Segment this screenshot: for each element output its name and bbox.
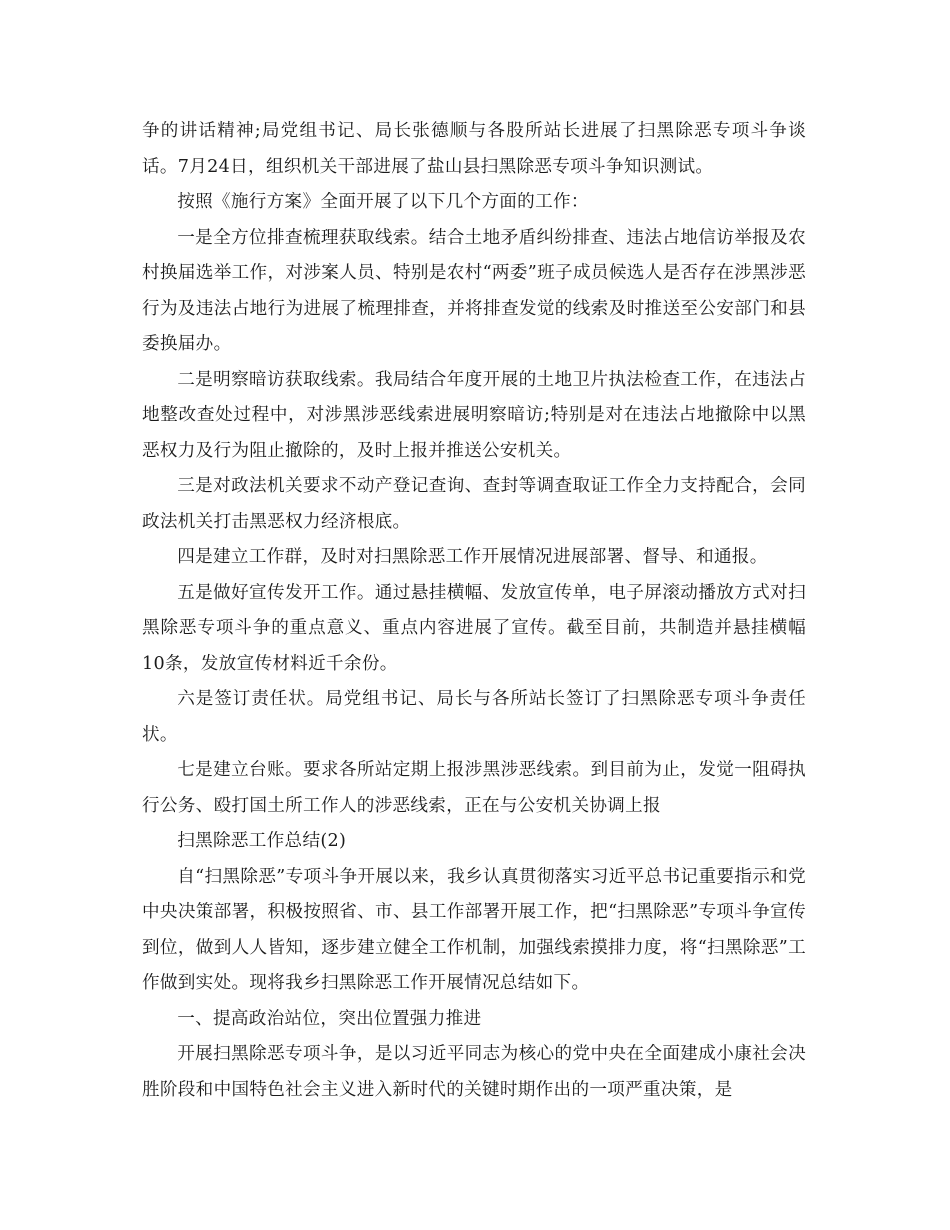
paragraph-item-5: 五是做好宣传发开工作。通过悬挂横幅、发放宣传单，电子屏滚动播放方式对扫黑除恶专项斗争的重点意义、重点内容进展了宣传。截至目前，共制造并悬挂横幅10条，发放宣传材料近千余份。 [142,582,806,674]
paragraph-summary-intro: 自“扫黑除恶”专项斗争开展以来，我乡认真贯彻落实习近平总书记重要指示和党中央决策部署，积极按照省、市、县工作部署开展工作，把“扫黑除恶”专项斗争宣传到位，做到人人皆知，逐步建立健全工作机制，加强线索摸排力度，将“扫黑除恶”工作做到实处。现将我乡扫黑除恶工作开展情况总结如下。 [142,866,806,993]
paragraph-plan-intro: 按照《施行方案》全面开展了以下几个方面的工作： [177,192,589,212]
paragraph-item-2: 二是明察暗访获取线索。我局结合年度开展的土地卫片执法检查工作，在违法占地整改查处过程中，对涉黑涉恶线索进展明察暗访;特别是对在违法占地撤除中以黑恶权力及行为阻止撤除的，及时上报并推送公安机关。 [142,369,806,461]
section-heading-1: 一、提高政治站位，突出位置强力推进 [177,1008,482,1029]
paragraph-item-1: 一是全方位排查梳理获取线索。结合土地矛盾纠纷排查、违法占地信访举报及农村换届选举工作，对涉案人员、特别是农村“两委”班子成员候选人是否存在涉黑涉恶行为及违法占地行为进展了梳理排查，并将排查发觉的线索及时推送至公安部门和县委换届办。 [142,227,806,354]
document-body [142,114,806,1108]
section-title: 扫黑除恶工作总结(2) [177,831,347,851]
paragraph-item-6: 六是签订责任状。局党组书记、局长与各所站长签订了扫黑除恶专项斗争责任状。 [142,689,806,745]
paragraph-item-3: 三是对政法机关要求不动产登记查询、查封等调查取证工作全力支持配合，会同政法机关打击黑恶权力经济根底。 [142,476,806,532]
paragraph-continuation: 争的讲话精神;局党组书记、局长张德顺与各股所站长进展了扫黑除恶专项斗争谈话。7月24日，组织机关干部进展了盐山县扫黑除恶专项斗争知识测试。 [142,121,806,177]
paragraph-section-1-body: 开展扫黑除恶专项斗争，是以习近平同志为核心的党中央在全面建成小康社会决胜阶段和中国特色社会主义进入新时代的关键时期作出的一项严重决策，是 [142,1044,806,1100]
paragraph-item-4: 四是建立工作群，及时对扫黑除恶工作开展情况进展部署、督导、和通报。 [177,547,768,567]
paragraph-item-7: 七是建立台账。要求各所站定期上报涉黑涉恶线索。到目前为止，发觉一阻碍执行公务、殴打国土所工作人的涉恶线索，正在与公安机关协调上报 [142,760,806,816]
